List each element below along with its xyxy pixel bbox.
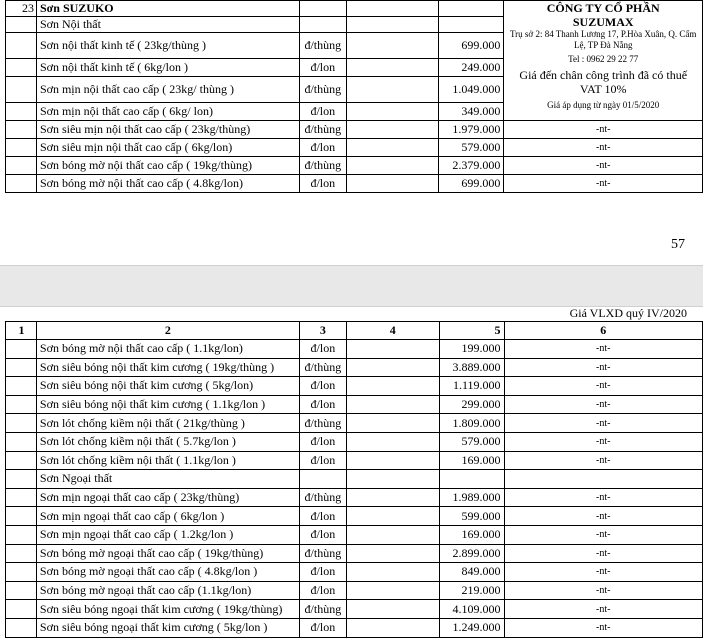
price-cell: 699.000 — [439, 175, 504, 193]
note-cell: -nt- — [504, 581, 702, 600]
note-cell — [504, 470, 702, 489]
price-cell: 1.249.000 — [439, 618, 504, 637]
company-name-line2: SUZUMAX — [572, 15, 634, 29]
blank-cell — [346, 358, 439, 377]
blank-cell — [346, 1, 439, 17]
blank-cell — [346, 525, 439, 544]
unit-cell: đ/lon — [299, 175, 346, 193]
column-header: 2 — [36, 322, 299, 340]
note-cell: -nt- — [504, 507, 702, 526]
company-name-line1: CÔNG TY CỔ PHẦN — [546, 1, 660, 15]
note-cell: -nt- — [504, 414, 702, 433]
price-cell: 4.109.000 — [439, 600, 504, 619]
table-row — [6, 488, 703, 507]
table-row — [6, 618, 703, 637]
table-row — [6, 414, 703, 433]
product-name: Sơn siêu bóng nội thất kim cương ( 5kg/lon) — [36, 377, 299, 396]
row-number — [6, 77, 37, 103]
product-name: Sơn bóng mờ ngoại thất cao cấp ( 4.8kg/lon ) — [36, 563, 299, 582]
page-number: 57 — [671, 237, 685, 252]
unit-cell: đ/thùng — [299, 121, 346, 139]
note-cell: -nt- — [504, 340, 702, 359]
product-name: Sơn siêu mịn nội thất cao cấp ( 6kg/lon) — [36, 139, 299, 157]
unit-cell: đ/thùng — [299, 33, 346, 59]
table-row — [6, 507, 703, 526]
product-name: Sơn siêu mịn nội thất cao cấp ( 23kg/thùng) — [36, 121, 299, 139]
blank-cell — [346, 432, 439, 451]
row-number — [6, 432, 37, 451]
table-row — [6, 563, 703, 582]
note-cell: -nt- — [504, 157, 703, 175]
table-row — [6, 525, 703, 544]
row-number — [6, 139, 37, 157]
price-cell: 2.899.000 — [439, 544, 504, 563]
product-name: Sơn mịn ngoại thất cao cấp ( 23kg/thùng) — [36, 488, 299, 507]
product-name: Sơn SUZUKO — [36, 1, 299, 17]
blank-cell — [346, 103, 439, 121]
product-name: Sơn siêu bóng ngoại thất kim cương ( 19kg/thùng) — [36, 600, 299, 619]
row-number — [6, 358, 37, 377]
price-table-page1 — [5, 0, 703, 193]
unit-cell — [299, 470, 346, 489]
note-cell: -nt- — [504, 563, 702, 582]
table-row — [6, 340, 703, 359]
product-name: Sơn nội thất kinh tế ( 23kg/thùng ) — [36, 33, 299, 59]
blank-cell — [346, 121, 439, 139]
price-cell — [439, 470, 504, 489]
blank-cell — [346, 414, 439, 433]
row-number — [6, 103, 37, 121]
price-cell: 579.000 — [439, 139, 504, 157]
unit-cell: đ/lon — [299, 340, 346, 359]
unit-cell — [299, 1, 346, 17]
table-header-row — [6, 322, 703, 340]
unit-cell: đ/lon — [299, 139, 346, 157]
unit-cell: đ/thùng — [299, 544, 346, 563]
section-row — [6, 470, 703, 489]
note-cell: -nt- — [504, 544, 702, 563]
blank-cell — [346, 600, 439, 619]
period-label: Giá VLXD quý IV/2020 — [569, 306, 687, 320]
apply-date: Giá áp dụng từ ngày 01/5/2020 — [547, 100, 660, 110]
blank-cell — [346, 139, 439, 157]
price-cell: 3.889.000 — [439, 358, 504, 377]
product-name: Sơn Nội thất — [36, 17, 299, 33]
blank-cell — [346, 377, 439, 396]
row-number — [6, 121, 37, 139]
product-name: Sơn bóng mờ nội thất cao cấp ( 19kg/thùng) — [36, 157, 299, 175]
blank-cell — [346, 544, 439, 563]
row-number — [6, 581, 37, 600]
product-name: Sơn bóng mờ nội thất cao cấp ( 4.8kg/lon) — [36, 175, 299, 193]
unit-cell: đ/lon — [299, 507, 346, 526]
column-header: 5 — [439, 322, 504, 340]
company-phone: Tel : 0962 29 22 77 — [568, 54, 639, 64]
unit-cell: đ/lon — [299, 525, 346, 544]
unit-cell: đ/lon — [299, 395, 346, 414]
row-number — [6, 340, 37, 359]
row-number: 23 — [6, 1, 37, 17]
unit-cell: đ/lon — [299, 563, 346, 582]
row-number — [6, 507, 37, 526]
price-cell — [439, 17, 504, 33]
table-row — [6, 451, 703, 470]
note-cell: -nt- — [504, 395, 702, 414]
note-cell: -nt- — [504, 175, 703, 193]
price-cell: 2.379.000 — [439, 157, 504, 175]
blank-cell — [346, 157, 439, 175]
blank-cell — [346, 340, 439, 359]
table-row — [6, 600, 703, 619]
price-cell: 579.000 — [439, 432, 504, 451]
price-cell: 1.989.000 — [439, 488, 504, 507]
row-number — [6, 377, 37, 396]
unit-cell: đ/lon — [299, 432, 346, 451]
product-name: Sơn siêu bóng nội thất kim cương ( 1.1kg/lon ) — [36, 395, 299, 414]
blank-cell — [346, 395, 439, 414]
row-number — [6, 525, 37, 544]
unit-cell — [299, 17, 346, 33]
price-cell: 1.049.000 — [439, 77, 504, 103]
supplier-cell — [504, 1, 703, 121]
price-cell: 219.000 — [439, 581, 504, 600]
product-name: Sơn mịn ngoại thất cao cấp ( 6kg/lon ) — [36, 507, 299, 526]
product-name: Sơn bóng mờ ngoại thất cao cấp ( 19kg/thùng) — [36, 544, 299, 563]
price-cell: 849.000 — [439, 563, 504, 582]
price-cell: 169.000 — [439, 451, 504, 470]
note-cell: -nt- — [504, 377, 702, 396]
product-name: Sơn siêu bóng nội thất kim cương ( 19kg/thùng ) — [36, 358, 299, 377]
row-number — [6, 470, 37, 489]
blank-cell — [346, 17, 439, 33]
unit-cell: đ/lon — [299, 451, 346, 470]
column-header: 3 — [299, 322, 346, 340]
price-table-page2 — [5, 321, 703, 638]
note-cell: -nt- — [504, 525, 702, 544]
column-header: 4 — [346, 322, 439, 340]
table-row — [6, 432, 703, 451]
product-name: Sơn mịn nội thất cao cấp ( 23kg/ thùng ) — [36, 77, 299, 103]
table-row — [6, 377, 703, 396]
table-row — [6, 175, 703, 193]
blank-cell — [346, 470, 439, 489]
table-row — [6, 581, 703, 600]
blank-cell — [346, 33, 439, 59]
row-number — [6, 414, 37, 433]
table-row — [6, 358, 703, 377]
product-name: Sơn Ngoại thất — [36, 470, 299, 489]
note-cell: -nt- — [504, 358, 702, 377]
unit-cell: đ/lon — [299, 103, 346, 121]
note-cell: -nt- — [504, 121, 703, 139]
blank-cell — [346, 59, 439, 77]
blank-cell — [346, 507, 439, 526]
blank-cell — [346, 175, 439, 193]
price-cell: 599.000 — [439, 507, 504, 526]
column-header: 1 — [6, 322, 37, 340]
price-cell: 699.000 — [439, 33, 504, 59]
note-cell: -nt- — [504, 488, 702, 507]
price-cell: 249.000 — [439, 59, 504, 77]
row-number — [6, 17, 37, 33]
table-row — [6, 1, 703, 17]
row-number — [6, 59, 37, 77]
row-number — [6, 544, 37, 563]
product-name: Sơn bóng mờ ngoại thất cao cấp (1.1kg/lon) — [36, 581, 299, 600]
note-cell: -nt- — [504, 618, 702, 637]
row-number — [6, 175, 37, 193]
unit-cell: đ/lon — [299, 581, 346, 600]
price-cell: 199.000 — [439, 340, 504, 359]
row-number — [6, 451, 37, 470]
product-name: Sơn lót chống kiềm nội thất ( 5.7kg/lon ) — [36, 432, 299, 451]
note-cell: -nt- — [504, 432, 702, 451]
price-cell: 1.979.000 — [439, 121, 504, 139]
table-row — [6, 139, 703, 157]
row-number — [6, 488, 37, 507]
table-row — [6, 544, 703, 563]
company-address: Trụ sở 2: 84 Thanh Lương 17, P.Hòa Xuân, Q. Cẩm Lệ, TP Đà Nẵng — [510, 29, 697, 50]
product-name: Sơn mịn ngoại thất cao cấp ( 1.2kg/lon ) — [36, 525, 299, 544]
row-number — [6, 600, 37, 619]
row-number — [6, 33, 37, 59]
product-name: Sơn bóng mờ nội thất cao cấp ( 1.1kg/lon) — [36, 340, 299, 359]
row-number — [6, 157, 37, 175]
blank-cell — [346, 563, 439, 582]
table-row — [6, 395, 703, 414]
price-cell — [439, 1, 504, 17]
table-row — [6, 157, 703, 175]
note-cell: -nt- — [504, 600, 702, 619]
price-note: Giá đến chân công trình đã có thuế VAT 10% — [519, 68, 688, 96]
unit-cell: đ/lon — [299, 59, 346, 77]
blank-cell — [346, 618, 439, 637]
unit-cell: đ/thùng — [299, 488, 346, 507]
product-name: Sơn siêu bóng ngoại thất kim cương ( 5kg/lon ) — [36, 618, 299, 637]
unit-cell: đ/lon — [299, 377, 346, 396]
unit-cell: đ/thùng — [299, 157, 346, 175]
price-cell: 169.000 — [439, 525, 504, 544]
row-number — [6, 395, 37, 414]
unit-cell: đ/thùng — [299, 600, 346, 619]
row-number — [6, 618, 37, 637]
blank-cell — [346, 581, 439, 600]
unit-cell: đ/thùng — [299, 358, 346, 377]
price-cell: 1.119.000 — [439, 377, 504, 396]
product-name: Sơn mịn nội thất cao cấp ( 6kg/ lon) — [36, 103, 299, 121]
blank-cell — [346, 451, 439, 470]
note-cell: -nt- — [504, 451, 702, 470]
blank-cell — [346, 488, 439, 507]
column-header: 6 — [504, 322, 702, 340]
price-cell: 349.000 — [439, 103, 504, 121]
unit-cell: đ/thùng — [299, 414, 346, 433]
unit-cell: đ/lon — [299, 618, 346, 637]
price-cell: 1.809.000 — [439, 414, 504, 433]
product-name: Sơn lót chống kiềm nội thất ( 1.1kg/lon ) — [36, 451, 299, 470]
unit-cell: đ/thùng — [299, 77, 346, 103]
product-name: Sơn lót chống kiềm nội thất ( 21kg/thùng ) — [36, 414, 299, 433]
blank-cell — [346, 77, 439, 103]
product-name: Sơn nội thất kinh tế ( 6kg/lon ) — [36, 59, 299, 77]
note-cell: -nt- — [504, 139, 703, 157]
table-row — [6, 121, 703, 139]
page-separator — [0, 265, 703, 307]
row-number — [6, 563, 37, 582]
price-cell: 299.000 — [439, 395, 504, 414]
